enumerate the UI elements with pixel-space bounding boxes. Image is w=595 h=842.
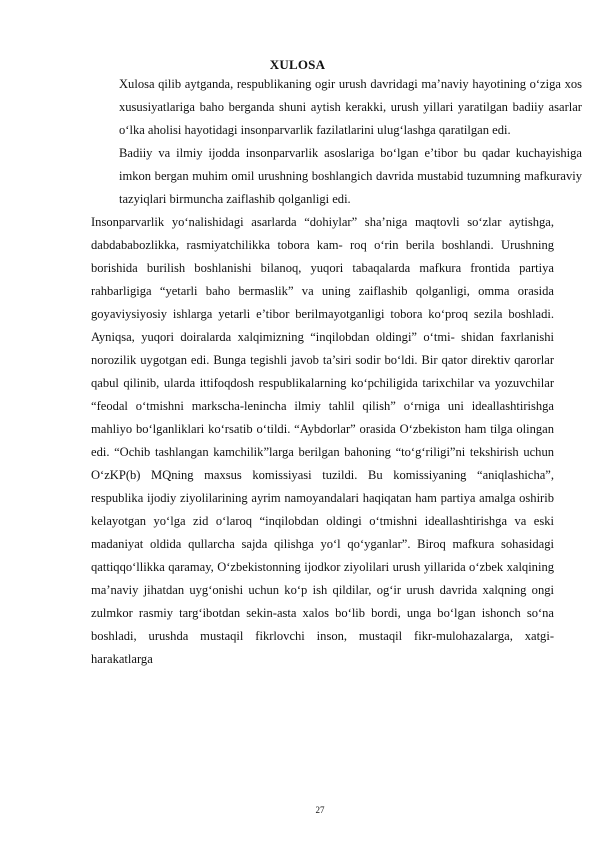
page-number: 27 <box>315 805 325 815</box>
paragraph-3: Insonparvarlik yo‘nalishidagi asarlarda “dohiylar” sha’niga maqtovli so‘zlar aytishga, dabdababozlikka, rasmiyatchilikka tobora kam- roq o‘rin berila boshlandi. Urushning borishida burilish boshlanishi bilanoq, yuqori tabaqalarda mafkura frontida partiya rahbarligiga “yetarli baho bermaslik” va uning zaiflashib qolganligi, omma orasida goyaviysiyosiy ishlarga yetarli e’tibor berilmayotganligi tobora ko‘proq sezila boshladi. Ayniqsa, yuqori doiralarda xalqimizning “inqilobdan oldingi” o‘tmi- shidan faxrlanishi norozilik uygotgan edi. Bunga tegishli javob ta’siri sodir bo‘ldi. Bir qator direktiv qarorlar qabul qilinib, ularda ittifoqdosh respublikalarning ko‘pchiligida tarixchilar va yozuvchilar “feodal o‘tmishni markscha-lenincha ilmiy tahlil qilish” o‘rniga uni ideallashtirishga mahliyo bo‘lganliklari ko‘rsatib o‘tildi. “Aybdorlar” orasida O‘zbekiston ham tilga olingan edi. “Ochib tashlangan kamchilik”larga berilgan bahoning “to‘g‘riligi”ni tekshirish uchun O‘zKP(b) MQning maxsus komissiyasi tuzildi. Bu komissiyaning “aniqlashicha”, respublika ijodiy ziyolilarining ayrim namoyandalari haqiqatan ham partiya amalga oshirib kelayotgan yo‘lga zid o‘laroq “inqilobdan oldingi o‘tmishni ideallashtirishga va eski madaniyat oldida qullarcha sajda qilishga yo‘l qo‘yganlar”. Biroq mafkura sohasidagi qattiqqo‘llikka qaramay, O‘zbekistonning ijodkor ziyolilari urush yillarida o‘zbek xalqining ma’naviy jihatdan uyg‘onishi uchun ko‘p ish qildilar, og‘ir urush davrida xalqning ongi zulmkor rasmiy targ‘ibotdan sekin-asta xalos bo‘lib bordi, unga bo‘lgan ishonch so‘na boshladi, urushda mustaqil fikrlovchi inson, mustaqil fikr-mulohazalarga, xatgi-harakatlarga <box>91 215 554 666</box>
document-body <box>91 73 582 671</box>
page-title: XULOSA <box>269 57 326 72</box>
paragraph-1: Xulosa qilib aytganda, respublikaning ogir urush davridagi ma’naviy hayotining o‘ziga xos xususiyatlariga baho berganda shuni aytish kerakki, urush yillari yaratilgan badiiy asarlar o‘lka aholisi hayotidagi insonparvarlik fazilatlarini ulug‘lashga qaratilgan edi. <box>119 77 582 137</box>
paragraph-2: Badiiy va ilmiy ijodda insonparvarlik asoslariga bo‘lgan e’tibor bu qadar kuchayishiga imkon bergan muhim omil urushning boshlangich davrida mustabid tuzumning mafkuraviy tazyiqlari birmuncha zaiflashib qolganligi edi. <box>119 146 582 206</box>
